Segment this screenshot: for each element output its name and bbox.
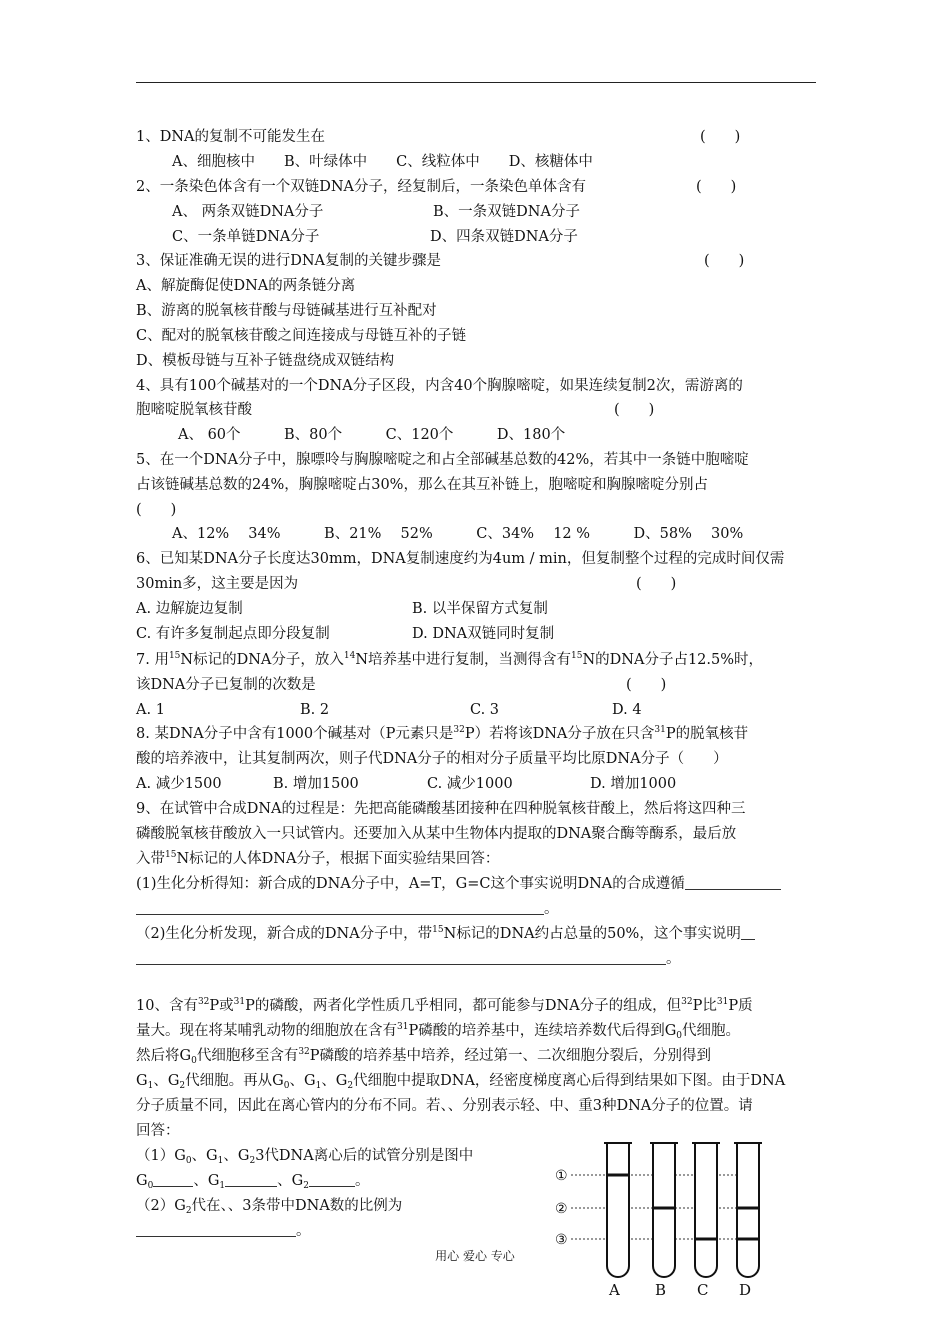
tube-label-d: D bbox=[739, 1281, 752, 1299]
q2-option-a: A、 两条双链DNA分子 bbox=[172, 204, 324, 220]
tube-label-b: B bbox=[655, 1281, 667, 1299]
q6-option-a: A. 边解旋边复制 bbox=[136, 601, 243, 617]
q10-sub2: $(2)G_2$代在、、3条带中DNA数的比例为 bbox=[136, 1198, 403, 1216]
q8-option-a: A. 减少1500 bbox=[136, 776, 222, 792]
q7-line1: 7. 用$^{15}$N标记的DNA分子，放入$^{14}$N培养基中进行复制，当测得含有$^{15}$N的DNA分子占12.5%时， bbox=[136, 651, 764, 668]
q8-line2: 酸的培养液中，让其复制两次，则子代DNA分子的相对分子质量平均比原DNA分子（ ） bbox=[136, 751, 728, 767]
q1-answer-paren: ( ) bbox=[700, 129, 741, 145]
q6-option-d: D. DNA双链同时复制 bbox=[412, 626, 555, 642]
q3-option-c: C、配对的脱氧核苷酸之间连接成与母链互补的子链 bbox=[136, 328, 467, 344]
q3-option-d: D、模板母链与互补子链盘绕成双链结构 bbox=[136, 353, 395, 369]
q5-line1: 5、在一个DNA分子中，腺嘌呤与胸腺嘧啶之和占全部碱基总数的42%，若其中一条链中胞嘧啶 bbox=[136, 452, 749, 468]
q5-line2: 占该链碱基总数的24%，胸腺嘧啶占30%，那么在其互补链上，胞嘧啶和胸腺嘧啶分别占 bbox=[136, 477, 708, 493]
tube-label-c: C bbox=[697, 1281, 709, 1299]
footer-slogan: 用心 爱心 专心 bbox=[435, 1249, 515, 1263]
q6-line2: 30min多，这主要是因为 bbox=[136, 576, 299, 592]
q2-option-d: D、四条双链DNA分子 bbox=[430, 229, 578, 245]
q9-line2: 磷酸脱氧核苷酸放入一只试管内。还要加入从某中生物体内提取的DNA聚合酶等酶系，最后放 bbox=[136, 826, 737, 842]
q3-answer-paren: ( ) bbox=[704, 253, 745, 269]
q10-line5: 分子质量不同，因此在离心管内的分布不同。若、、分别表示轻、中、重3种DNA分子的位置。请 bbox=[136, 1098, 753, 1114]
q10-line6: 回答： bbox=[136, 1123, 180, 1139]
g2-answer-blank[interactable] bbox=[309, 1172, 355, 1187]
g1-answer-blank[interactable] bbox=[225, 1172, 277, 1187]
level-marker-2: ② bbox=[555, 1201, 568, 1217]
q6-line1: 6、已知某DNA分子长度达30mm，DNA复制速度约为4um / min，但复制整个过程的完成时间仅需 bbox=[136, 551, 785, 567]
header-rule bbox=[136, 82, 816, 83]
q9-sub2-answer-blank-2[interactable] bbox=[136, 950, 666, 965]
q4-answer-paren: ( ) bbox=[614, 402, 655, 418]
q10-sub1-blanks: $G_0$ 、$G_1$ 、$G_2$ 。 bbox=[136, 1173, 370, 1191]
q3-stem: 3、保证准确无误的进行DNA复制的关键步骤是 bbox=[136, 253, 442, 269]
q7-answer-paren: ( ) bbox=[626, 677, 667, 693]
tube-label-a: A bbox=[609, 1281, 620, 1299]
q8-option-d: D. 增加1000 bbox=[590, 776, 677, 792]
q10-line3: 然后将$G_0$代细胞移至含有$^{32}$P磷酸的培养基中培养，经过第一、二次细胞分裂后，分别得到 bbox=[136, 1047, 712, 1066]
g0-answer-blank[interactable] bbox=[153, 1172, 193, 1187]
q6-option-b: B. 以半保留方式复制 bbox=[412, 601, 548, 617]
q9-sub1-answer-blank[interactable] bbox=[685, 875, 781, 890]
q9-sub1-answer-blank-2[interactable] bbox=[136, 900, 544, 915]
q7-option-d: D. 4 bbox=[612, 702, 642, 718]
q9-sub2-cont: 。 bbox=[136, 949, 681, 969]
q10-line2: 量大。现在将某哺乳动物的细胞放在含有$^{31}$P磷酸的培养基中，连续培养数代后得到$G_0$代细胞。 bbox=[136, 1022, 741, 1041]
q9-sub2-answer-blank[interactable] bbox=[741, 925, 755, 940]
q8-line1: 8. 某DNA分子中含有1000个碱基对（P元素只是$^{32}$P）若将该DNA分子放在只含$^{31}$P的脱氧核苷 bbox=[136, 725, 749, 742]
q10-sub1: $(1)G_0$、$G_1$、$G_23$代DNA离心后的试管分别是图中 bbox=[136, 1148, 474, 1166]
centrifuge-tubes-figure bbox=[545, 1135, 785, 1305]
q2-option-c: C、一条单链DNA分子 bbox=[172, 229, 320, 245]
q3-option-b: B、游离的脱氧核苷酸与母链碱基进行互补配对 bbox=[136, 303, 437, 319]
q3-option-a: A、解旋酶促使DNA的两条链分离 bbox=[136, 278, 356, 294]
level-marker-1: ① bbox=[555, 1168, 568, 1184]
q6-answer-paren: ( ) bbox=[636, 576, 677, 592]
q8-option-b: B. 增加1500 bbox=[273, 776, 359, 792]
q10-sub2-answer-blank[interactable] bbox=[136, 1222, 296, 1237]
level-marker-3: ③ bbox=[555, 1232, 568, 1248]
q10-line1: 10、含有$^{32}$P或$^{31}$P的磷酸，两者化学性质几乎相同，都可能参与DNA分子的组成，但$^{32}$P比$^{31}$P质 bbox=[136, 997, 753, 1014]
q7-line2: 该DNA分子已复制的次数是 bbox=[136, 677, 316, 693]
q7-option-b: B. 2 bbox=[300, 702, 330, 718]
q10-sub2-cont: 。 bbox=[136, 1221, 311, 1241]
q7-option-a: A. 1 bbox=[136, 702, 165, 718]
q8-option-c: C. 减少1000 bbox=[427, 776, 513, 792]
q9-line1: 9、在试管中合成DNA的过程是：先把高能磷酸基团接种在四种脱氧核苷酸上，然后将这四种三 bbox=[136, 801, 746, 817]
q10-line4: $G_1$、$G_2$代细胞。再从$G_0$、$G_1$、$G_2$代细胞中提取DNA，经密度梯度离心后得到结果如下图。由于DNA bbox=[136, 1073, 786, 1091]
q7-option-c: C. 3 bbox=[470, 702, 500, 718]
q9-sub2: （2)生化分析发现，新合成的DNA分子中，带$^{15}$N标记的DNA约占总量的50%，这个事实说明 bbox=[136, 924, 755, 944]
q1-stem: 1、DNA的复制不可能发生在 bbox=[136, 129, 326, 145]
q5-options: A、12% 34% B、21% 52% C、34% 12 % D、58% 30% bbox=[172, 526, 744, 542]
q9-line3: 入带$^{15}$N标记的人体DNA分子，根据下面实验结果回答： bbox=[136, 850, 500, 867]
q6-option-c: C. 有许多复制起点即分段复制 bbox=[136, 626, 330, 642]
q4-options: A、 60个 B、80个 C、120个 D、180个 bbox=[178, 427, 566, 443]
q2-option-b: B、一条双链DNA分子 bbox=[433, 204, 580, 220]
q4-line2: 胞嘧啶脱氧核苷酸 bbox=[136, 402, 252, 418]
q4-line1: 4、具有100个碱基对的一个DNA分子区段，内含40个胸腺嘧啶，如果连续复制2次，需游离的 bbox=[136, 378, 743, 394]
centrifuge-tubes-svg bbox=[545, 1135, 785, 1305]
q9-sub1-cont: 。 bbox=[136, 899, 559, 919]
q2-stem: 2、一条染色体含有一个双链DNA分子，经复制后，一条染色单体含有 bbox=[136, 179, 587, 195]
q9-sub1: (1)生化分析得知：新合成的DNA分子中，A=T，G=C这个事实说明DNA的合成遵循 bbox=[136, 874, 781, 894]
q2-answer-paren: ( ) bbox=[696, 179, 737, 195]
q5-answer-paren: ( ) bbox=[136, 502, 177, 518]
q1-options: A、细胞核中 B、叶绿体中 C、线粒体中 D、核糖体中 bbox=[172, 154, 593, 170]
